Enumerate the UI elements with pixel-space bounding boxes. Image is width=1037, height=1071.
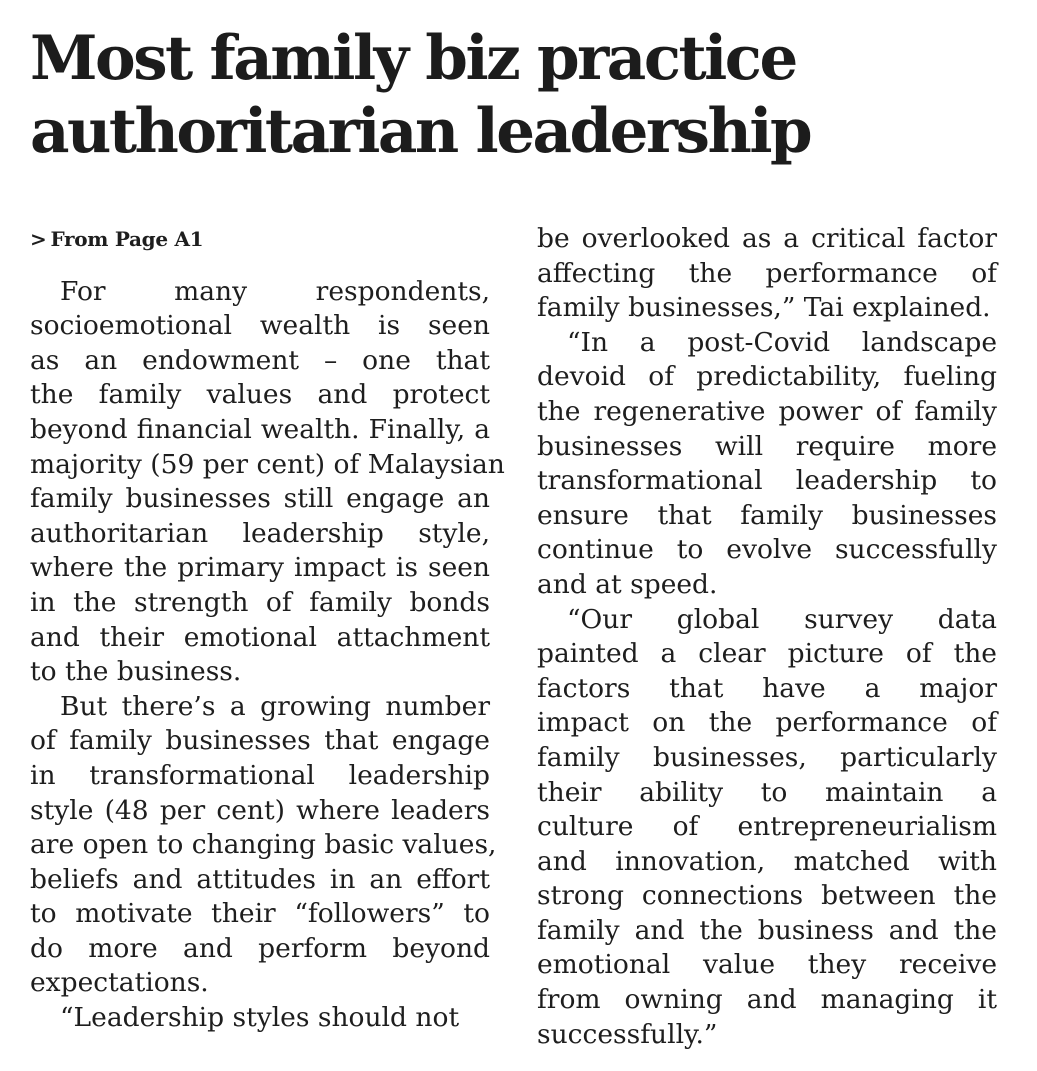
- text-line: devoid of predictability, fueling: [537, 361, 997, 393]
- text-line: and their emotional attachment: [30, 621, 490, 653]
- paragraph: [537, 222, 997, 326]
- text-line: the family values and protect: [30, 379, 490, 411]
- spacer: [30, 257, 490, 275]
- text-line: as an endowment – one that: [30, 344, 490, 376]
- text-line: businesses will require more: [537, 430, 997, 462]
- text-line: style (48 per cent) where leaders: [30, 794, 490, 826]
- text-line: to motivate their “followers” to: [30, 898, 490, 930]
- text-line: For many respondents,: [60, 275, 490, 307]
- text-line: majority (59 per cent) of Malaysian: [30, 448, 505, 480]
- paragraph: [537, 326, 997, 603]
- paragraph: [30, 275, 505, 690]
- text-line: ensure that family businesses: [537, 499, 997, 531]
- text-line: But there’s a growing number: [60, 690, 490, 722]
- text-line: and at speed.: [537, 568, 718, 600]
- paragraph: [537, 603, 997, 1053]
- text-line: in the strength of family bonds: [30, 586, 490, 618]
- text-line: culture of entrepreneurialism: [537, 811, 997, 843]
- left-column-body: [30, 275, 505, 1036]
- text-line: “In a post-Covid landscape: [567, 326, 997, 358]
- left-column: [30, 222, 505, 1036]
- text-line: the regenerative power of family: [537, 395, 997, 427]
- text-line: factors that have a major: [537, 672, 997, 704]
- text-line: do more and perform beyond: [30, 932, 490, 964]
- text-line: where the primary impact is seen: [30, 552, 490, 584]
- headline-line-2: authoritarian leadership: [30, 96, 811, 167]
- text-line: strong connections between the: [537, 880, 997, 912]
- from-page-label: [30, 222, 490, 257]
- text-line: in transformational leadership: [30, 759, 490, 791]
- text-line: emotional value they receive: [537, 949, 997, 981]
- text-line: be overlooked as a critical factor: [537, 223, 997, 254]
- text-line: family businesses still engage an: [30, 483, 490, 515]
- text-line: “Our global survey data: [567, 603, 997, 635]
- text-line: transformational leadership to: [537, 465, 997, 497]
- right-column-body: [537, 222, 997, 1052]
- text-line: socioemotional wealth is seen: [30, 310, 490, 342]
- text-line: painted a clear picture of the: [537, 638, 997, 670]
- text-line: continue to evolve successfully: [537, 534, 997, 566]
- text-line: impact on the performance of: [537, 707, 997, 739]
- paragraph: [30, 690, 497, 1001]
- text-line: “Leadership styles should not: [60, 1002, 460, 1034]
- text-line: beliefs and attitudes in an effort: [30, 863, 490, 895]
- right-column: [537, 222, 997, 1052]
- text-line: family businesses,” Tai explained.: [537, 292, 991, 324]
- text-line: are open to changing basic values,: [30, 829, 497, 861]
- text-line: affecting the performance of: [537, 257, 997, 289]
- headline: [30, 22, 810, 168]
- text-line: family businesses, particularly: [537, 741, 997, 773]
- text-line: expectations.: [30, 967, 209, 999]
- text-line: authoritarian leadership style,: [30, 517, 490, 549]
- text-line: successfully.”: [537, 1018, 718, 1050]
- text-line: their ability to maintain a: [537, 776, 997, 808]
- headline-line-1: Most family biz practice: [30, 23, 796, 94]
- from-page-text: From Page A1: [50, 227, 204, 251]
- from-page-marker: >: [30, 227, 47, 251]
- text-line: of family businesses that engage: [30, 725, 490, 757]
- text-line: from owning and managing it: [537, 984, 997, 1016]
- text-line: family and the business and the: [537, 914, 997, 946]
- paragraph: [30, 1001, 490, 1036]
- text-line: to the business.: [30, 656, 242, 688]
- text-line: beyond financial wealth. Finally, a: [30, 413, 490, 445]
- text-line: and innovation, matched with: [537, 845, 997, 877]
